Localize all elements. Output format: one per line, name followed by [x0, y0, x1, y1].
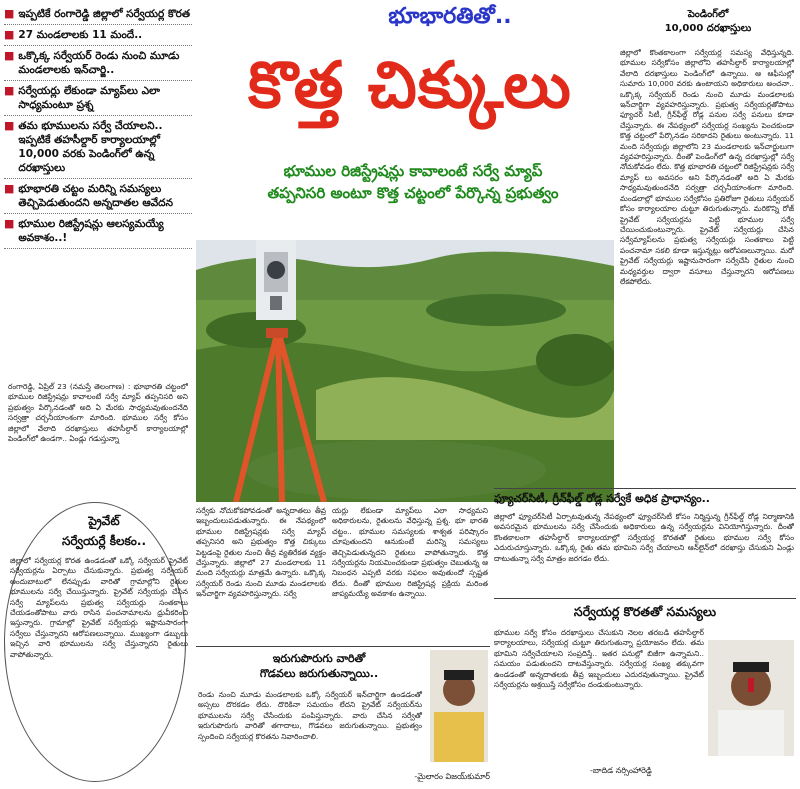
pending-body: జిల్లాలో కొంతకాలంగా సర్వేయర్ల సమస్య వేధిస్తున్నది. భూముల సర్వేకోసం జిల్లాలోని తహసీల్దార్ కార్యాలయాల్లో వేలాది దరఖాస్తులు పెండింగ్‌లో ఉన్నాయి. ఆ ఆఫీసుల్లో సుమారు 10,000 వరకు ఉంటాయని అధికారులు అంచనా.. ఒక్కొక్క సర్వేయర్ రెండు నుంచి మూడు మండలాలకు ఇన్‌చార్జిగా వ్యవహరిస్తున్నారు. ప్రభుత్వ సర్వేయర్లతోపాటు ఫ్యూచర్ సిటీ, గ్రీన్‌ఫీల్డ్ రోడ్ల పనుల సర్వే పనులు కూడా చేస్తున్నారు. ఈ నేపథ్యంలో సర్వేయర్ల సంఖ్యను పెంచకుండా కొత్త చట్టంలో పేర్కొనడం సరికాదని రైతులు అంటున్నారు. 11 మంది సర్వేయర్లు జిల్లాలోని 23 మండలాలకు ఇన్‌చార్జులుగా వ్యవహరిస్తున్నారు. దీంతో పెండింగ్‌లో ఉన్న దరఖాస్తుల్లో సర్వే నోచుకోవడం లేదు. కొత్త భూభారతి చట్టంలో రిజిస్ట్రేషన్లకు సర్వే మ్యాప్ లు అవసరం అని పేర్కొనడంతో అది ఏ మేరకు సాధ్యమవుతుందనేది సర్వత్రా చర్చనీయాంశంగా మారింది. మండలాల్లో భూముల సర్వేకోసం ప్రతిరోజూ రైతులు సర్వేయర్ కోసం కార్యాలయాల చుట్టూ తిరుగుతున్నారు. మరికొన్ని రోజ్ ప్రైవేట్ సర్వేయర్లను పెట్టి భూముల సర్వే చేయించుకుంటున్నారు. ప్రైవేట్ సర్వేయర్లు చేసిన సర్వేమ్యాప్‌లను ప్రభుత్వ సర్వేయర్లు సంతకాలు పెట్టి పంచనామా సకలి కూడా ఇస్తున్నట్లు ఆరోపణలున్నాయి. మరో ప్రైవేట్ సర్వేయర్లు ఇష్టానుసారంగా సర్వేచేసి రైతుల నుంచి మధ్యవర్తుల ద్వారా వసూలు చేస్తున్నారని ఆరోపణలు లేకపోలేదు.: [620, 48, 794, 286]
neighbour-heading-line-1: ఇరుగుపొరుగు వారితో: [272, 652, 366, 665]
highlight-item: ■ ఒక్కొక్క సర్వేయర్ రెండు నుంచి మూడు మండలాలకు ఇన్‌చార్జి..: [4, 46, 192, 81]
highlight-item: ■ ఇప్పటికే రంగారెడ్డి జిల్లాలో సర్వేయర్ల కొరత: [4, 4, 192, 25]
landscape-photo-illustration: [196, 240, 614, 502]
section-divider: [494, 488, 796, 489]
section-divider: [494, 598, 796, 599]
future-city-body: జిల్లాలో ఫ్యూచర్‌సిటీ ఏర్పాటవుతున్న నేపథ్యంలో ఫ్యూచర్‌సిటీ కోసం నిర్మిస్తున్న గ్రీన్‌ఫీల్డ్ రోడ్ల నిర్మాణానికి అవసరమైన భూములను సర్వే చేసేందుకు అధికారులు ఉన్న సర్వేయర్లను వినియోగిస్తున్నారు. దీంతో కొంతకాలంగా తహసీల్దార్ కార్యాలయాల్లో సర్వేయర్ల కొరతతో రైతులు భూముల సర్వే కోసం ఎదురుచూస్తున్నారు. ఒక్కొక్క రైతు తమ భూమిని సర్వే చేయాలని ఆన్‌లైన్‌లో దరఖాస్తు చేసుకుని ఏండ్లు దాటుతున్నా సర్వే మాత్రం జరగడం లేదు.: [494, 512, 794, 563]
kicker-heading: భూభారతితో..: [388, 4, 512, 29]
pending-heading: [620, 8, 796, 36]
pending-heading-line-1: పెండింగ్‌లో: [687, 9, 729, 20]
neighbour-disputes-body: రెండు నుంచి మూడు మండలాలకు ఒక్కో సర్వేయర్ ఇన్‌చార్జిగా ఉండడంతో అస్సలు దొరకడం లేదు. దొరికినా సమయం లేదని ప్రైవేట్ సర్వేయర్‌ను భూములను సర్వే చేసేందుకు పంపిస్తున్నారు. వారు చేసిన సర్వేతో ఇరుగుపొరుగు వారితో తగాదాలు, గొడవలు జరుగుతున్నాయి. ప్రభుత్వం స్పందించి సర్వేయర్ల కొరతను నివారించాలి.: [198, 690, 422, 741]
private-surveyors-body: జిల్లాలో సర్వేయర్ల కొరత ఉండడంతో ఒక్కో సర్వేయర్ ప్రైవేట్ సర్వేయర్లను ఏర్పాటు చేసుకున్నారు. ప్రభుత్వ సర్వేయర్ ఆందుబాటులో లేనప్పుడు వారితో గ్రామాల్లోని రైతుల భూములను సర్వే చేయిస్తున్నారు. ప్రైవేట్ సర్వేయర్లు చేసిన సర్వే మ్యాప్‌లను ప్రభుత్వ సర్వేయర్లు సంతకాలు చేయడంతోపాటు వారు రాసిన పంచనామాలను ధ్రువీకరించి ఇస్తున్నారు. గ్రామాల్లో ప్రైవేట్ సర్వేయర్లు ఇష్టానుసారంగా సర్వేలు చేస్తున్నారని ఆరోపణలున్నాయి. ముఖ్యంగా డబ్బులు ఇచ్చిన వారి భూములను సర్వే చేస్తున్నారని రైతులు వాపోతున్నారు.: [10, 556, 188, 659]
highlight-item: ■ భూభారతి చట్టం మరిన్ని సమస్యలు తెచ్చిపెడుతుందని అన్నదాతల ఆవేదన: [4, 179, 192, 214]
highlight-item: ■ 27 మండలాలకు 11 మందే..: [4, 25, 192, 46]
neighbour-disputes-heading: [206, 651, 432, 681]
bullet-square-icon: ■: [4, 84, 15, 97]
private-heading-line-1: ప్రైవేట్: [88, 514, 120, 528]
survey-instrument-photo: [196, 240, 614, 502]
bullet-square-icon: ■: [4, 7, 15, 20]
private-heading-line-2: సర్వేయర్లే కీలకం..: [62, 534, 146, 548]
shortage-body: భూముల సర్వే కోసం దరఖాస్తులు చేసుకుని నెలల తరబడి తహసీల్దార్ కార్యాలయాలు, సర్వేయర్ల చుట్టూ తిరుగుతున్నా ప్రయోజనం లేదు. తమ భూమిని సర్వేచేయాలని సంప్రదిస్తే.. ఇతర పనుల్లో బిజీగా ఉన్నామని.. సమయం పడుతుందని దాటవేస్తున్నారు. సర్వేయర్ల సంఖ్య తక్కువగా ఉండడంతో అన్నదాతలకు తీవ్ర ఇబ్బందులు ఎదురవుతున్నాయి. ప్రైవేట్ సర్వేయర్లను ఆశ్రయిస్తే సర్వేకోసం దండుకుంటున్నారు.: [494, 628, 704, 690]
pending-heading-line-2: 10,000 దరఖాస్తులు: [664, 23, 752, 34]
neighbour-credit: -మైలారం విజయ్‌కుమార్: [414, 772, 490, 781]
portrait-illustration: [708, 640, 794, 756]
dateline-paragraph: రంగారెడ్డి, ఏప్రిల్ 23 (నమస్తే తెలంగాణ) : భూభారతి చట్టంలో భూముల రిజిస్ట్రేషన్లు కావాలంటే సర్వే మ్యాప్ తప్పనిసరి అని ప్రభుత్వం పేర్కొనడంతో అది ఏ మేరకు సాధ్యమవుతుందనేది సర్వత్రా చర్చనీయాంశంగా మారింది. భూముల సర్వే కోసం జిల్లాలో వేలాది దరఖాస్తులు తహసీల్దార్ కార్యాలయాల్లో పెండింగ్‌లో ఉండగా.. ఏండ్లు గడుస్తున్నా: [8, 382, 188, 444]
main-headline: కొత్త చిక్కులు: [248, 49, 572, 123]
farmer-portrait-photo: [430, 650, 488, 762]
bullet-square-icon: ■: [4, 182, 15, 195]
bullet-square-icon: ■: [4, 28, 15, 41]
article-column-2: యర్లు లేకుండా మ్యాప్‌లు ఎలా సాధ్యమని అధికారులను, రైతులను వేధిస్తున్న ప్రశ్న. భూ భారతి చట్టం.. భూముల సమస్యలకు శాశ్వత పరిష్కారం చూపుతుందని ఆనుకుంటే మరిన్ని సమస్యలు తెచ్చిపెడుతున్నదని రైతులు వాపోతున్నారు. కొత్త సర్వేయర్లను నియమించకుండా ప్రభుత్వం చెబుతున్న ఆ నిబంధన ఎప్పటి వరకు సఫలం అవుతుందో స్పష్టత లేదు. దీంతో భూముల రిజిస్ట్రేషన్ల ప్రక్రియ మరింత జాప్యమయ్యే అవకాశం ఉన్నాయి.: [332, 506, 488, 599]
article-column-1: సర్వేకు నోచుకోకపోవడంతో అన్నదాతలు తీవ్ర ఇబ్బందులుపడుతున్నారు. ఈ నేపథ్యంలో భూముల రిజిస్ట్రేషన్లకు సర్వే మ్యాప్ తప్పనిసరి అని ప్రభుత్వం కొత్త చిక్కులు పెట్టడంపై రైతుల నుంచి తీవ్ర వ్యతిరేకత వ్యక్తం చేస్తున్నారు. జిల్లాలో 27 మండలాలకు 11 మంది సర్వేయర్లు మాత్రమే ఉన్నారు. ఒక్కొక్క సర్వేయర్ రెండు నుంచి మూడు మండలాలకు ఇన్‌చార్జిగా వ్యవహరిస్తున్నారు. సర్వే: [196, 506, 326, 599]
section-divider: [196, 646, 490, 647]
highlight-item: ■ సర్వేయర్లు లేకుండా మ్యాప్‌లు ఎలా సాధ్యమంటూ ప్రశ్న: [4, 81, 192, 116]
deck-subheading: [198, 160, 628, 204]
portrait-illustration: [430, 650, 488, 762]
shortage-heading: సర్వేయర్ల కొరతతో సమస్యలు: [573, 604, 717, 619]
farmer-portrait-photo: [708, 640, 794, 756]
deck-line-1: భూముల రిజిస్ట్రేషన్లు కావాలంటే సర్వే మ్యాప్: [283, 162, 543, 180]
highlight-item: ■ తమ భూములను సర్వే చేయాలని.. ఇప్పటికే తహసీల్దార్ కార్యాలయాల్లో 10,000 వరకు పెండింగ్‌లో ఉన్న దరఖాస్తులు: [4, 116, 192, 179]
shortage-credit: -బాదిడ నర్సింహారెడ్డి: [590, 766, 652, 775]
pending-heading-box: [620, 8, 796, 44]
highlights-list: [4, 4, 192, 249]
bullet-square-icon: ■: [4, 119, 15, 132]
neighbour-heading-line-2: గొడవలు జరుగుతున్నాయి..: [259, 667, 379, 680]
bullet-square-icon: ■: [4, 49, 15, 62]
future-city-heading: ఫ్యూచర్‌సిటీ, గ్రీన్‌ఫీల్డ్ రోడ్ల సర్వేకే అధిక ప్రాధాన్యం..: [494, 492, 710, 505]
deck-line-2: తప్పనిసరి అంటూ కొత్త చట్టంలో పేర్కొన్న ప్రభుత్వం: [267, 184, 559, 202]
bullet-square-icon: ■: [4, 217, 15, 230]
highlight-item: ■ భూముల రిజిస్ట్రేషన్లు ఆలస్యమయ్యే అవకాశం..!: [4, 214, 192, 249]
